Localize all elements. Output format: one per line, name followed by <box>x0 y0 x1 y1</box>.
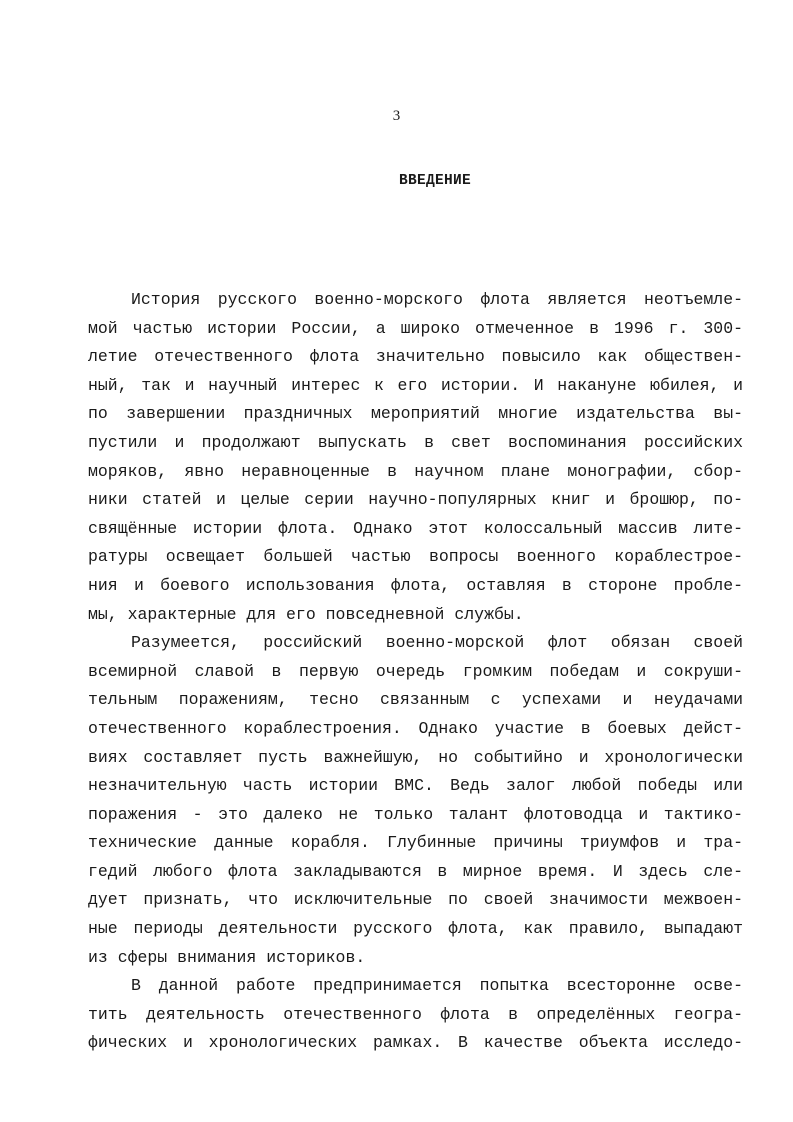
body-text <box>88 286 743 1058</box>
page-number: 3 <box>392 108 401 124</box>
text-line: мы, характерные для его повседневной службы. <box>88 604 524 624</box>
text-line: ния и боевого использования флота, оставляя в стороне пробле- <box>88 575 743 595</box>
text-line: всемирной славой в первую очередь громким победам и сокруши- <box>88 661 743 681</box>
text-line: поражения - это далеко не только талант флотоводца и тактико- <box>88 804 743 824</box>
text-line: ники статей и целые серии научно-популярных книг и брошюр, по- <box>88 490 743 510</box>
paragraph <box>88 629 743 972</box>
text-line: технические данные корабля. Глубинные причины триумфов и тра- <box>88 833 743 853</box>
text-line: Разумеется, российский военно-морской флот обязан своей <box>131 633 743 653</box>
text-line: тить деятельность отечественного флота в определённых геогра- <box>88 1004 743 1024</box>
text-line: В данной работе предпринимается попытка всесторонне осве- <box>131 976 743 996</box>
text-line: История русского военно-морского флота является неотъемле- <box>131 290 743 309</box>
text-line: виях составляет пусть важнейшую, но событийно и хронологически <box>88 747 743 767</box>
text-line: гедий любого флота закладываются в мирное время. И здесь сле- <box>88 861 743 881</box>
text-line: моряков, явно неравноценные в научном плане монографии, сбор- <box>88 461 743 481</box>
text-line: незначительную часть истории ВМС. Ведь залог любой победы или <box>88 776 743 796</box>
text-line: фических и хронологических рамках. В качестве объекта исследо- <box>88 1033 743 1053</box>
text-line: из сферы внимания историков. <box>88 947 366 967</box>
paragraph <box>88 286 743 629</box>
text-line: по завершении праздничных мероприятий многие издательства вы- <box>88 404 743 424</box>
text-line: отечественного кораблестроения. Однако участие в боевых дейст- <box>88 718 743 738</box>
text-line: свящённые истории флота. Однако этот колоссальный массив лите- <box>88 518 743 538</box>
text-line: мой частью истории России, а широко отмеченное в 1996 г. 300- <box>88 318 743 338</box>
text-line: ный, так и научный интерес к его истории. И накануне юбилея, и <box>88 375 743 395</box>
text-line: тельным поражениям, тесно связанным с успехами и неудачами <box>88 690 743 710</box>
text-line: дует признать, что исключительные по своей значимости межвоен- <box>88 890 743 910</box>
text-line: летие отечественного флота значительно повысило как обществен- <box>88 347 743 367</box>
section-heading: ВВЕДЕНИЕ <box>398 173 471 189</box>
paragraph <box>88 972 743 1058</box>
text-line: пустили и продолжают выпускать в свет воспоминания российских <box>88 432 743 452</box>
text-line: ратуры освещает большей частью вопросы военного кораблестрое- <box>88 547 743 567</box>
text-line: ные периоды деятельности русского флота, как правило, выпадают <box>88 919 743 939</box>
